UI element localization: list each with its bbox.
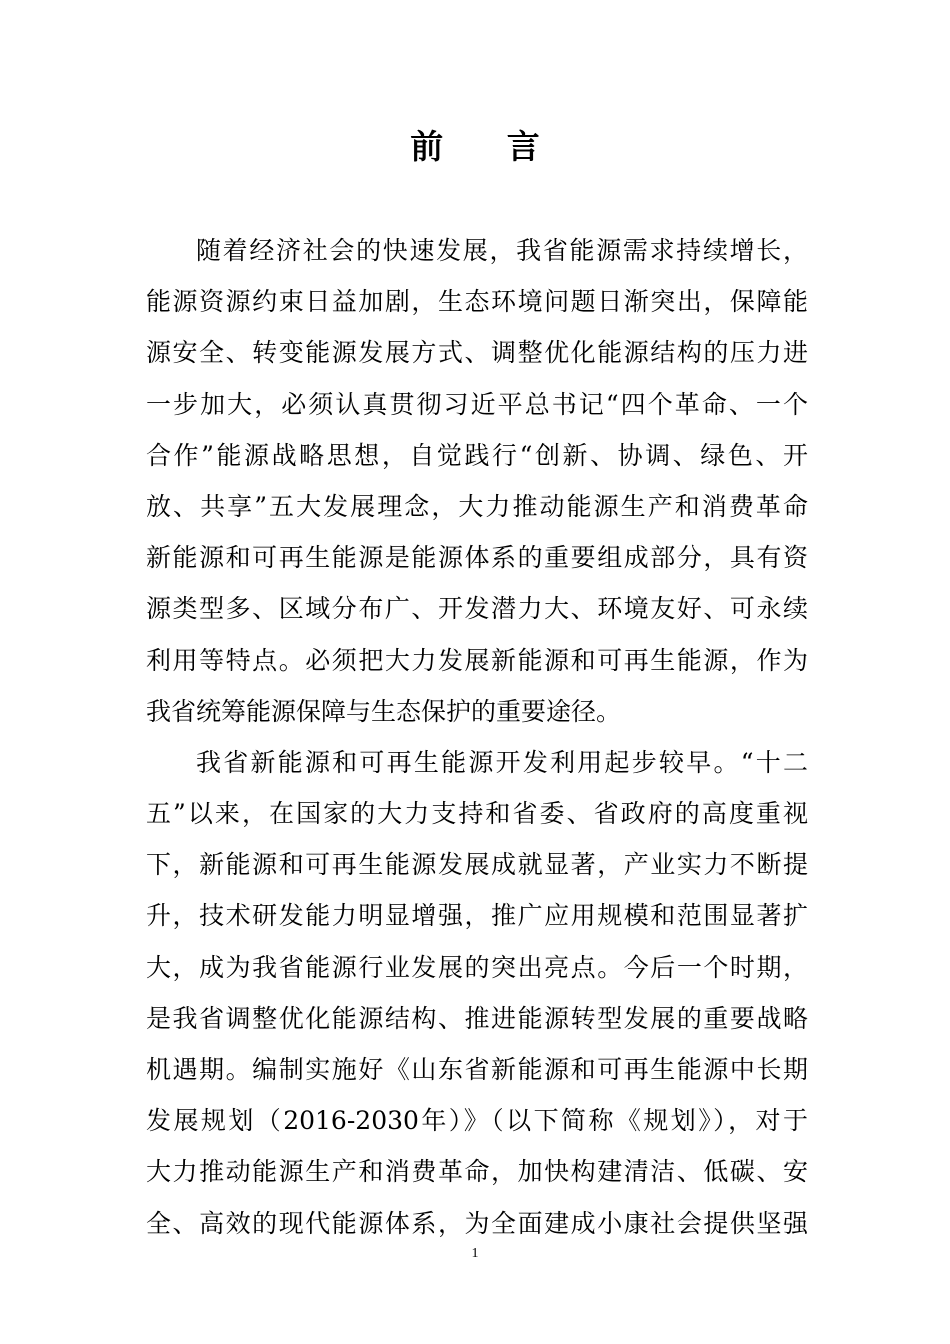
text-line: 全、高效的现代能源体系，为全面建成小康社会提供坚强 [146, 1208, 808, 1238]
text-line: 是我省调整优化能源结构、推进能源转型发展的重要战略 [146, 1003, 808, 1033]
text-line: 一步加大，必须认真贯彻习近平总书记“四个革命、一个 [146, 389, 808, 419]
text-line: 新能源和可再生能源是能源体系的重要组成部分，具有资 [146, 543, 808, 573]
text-line: 放、共享”五大发展理念，大力推动能源生产和消费革命 [146, 491, 808, 521]
text-line: 利用等特点。必须把大力发展新能源和可再生能源，作为 [146, 645, 808, 675]
text-line: 能源资源约束日益加剧，生态环境问题日渐突出，保障能 [146, 287, 808, 317]
page-number: 1 [471, 1246, 479, 1261]
text-line: 我省统筹能源保障与生态保护的重要途径。 [146, 696, 622, 726]
text-line: 大，成为我省能源行业发展的突出亮点。今后一个时期， [146, 952, 808, 982]
page-title: 前 言 [410, 127, 566, 166]
text-line: 源安全、转变能源发展方式、调整优化能源结构的压力进 [146, 338, 808, 368]
body-text [146, 225, 808, 1249]
paragraph-2 [146, 737, 808, 1249]
text-line: 大力推动能源生产和消费革命，加快构建清洁、低碳、安 [146, 1157, 808, 1187]
text-line: 源类型多、区域分布广、开发潜力大、环境友好、可永续 [146, 594, 808, 624]
text-line: 合作”能源战略思想，自觉践行“创新、协调、绿色、开 [146, 440, 808, 470]
text-line: 我省新能源和可再生能源开发利用起步较早。“十二 [196, 747, 808, 777]
text-line: 随着经济社会的快速发展，我省能源需求持续增长， [196, 236, 808, 265]
text-line: 下，新能源和可再生能源发展成就显著，产业实力不断提 [146, 850, 808, 880]
text-line: 升，技术研发能力明显增强，推广应用规模和范围显著扩 [146, 901, 808, 931]
text-line: 发展规划（2016-2030年）》（以下简称《规划》），对于 [146, 1106, 808, 1136]
text-line: 五”以来，在国家的大力支持和省委、省政府的高度重视 [146, 799, 808, 829]
paragraph-1 [146, 225, 808, 737]
text-line: 机遇期。编制实施好《山东省新能源和可再生能源中长期 [146, 1055, 808, 1084]
